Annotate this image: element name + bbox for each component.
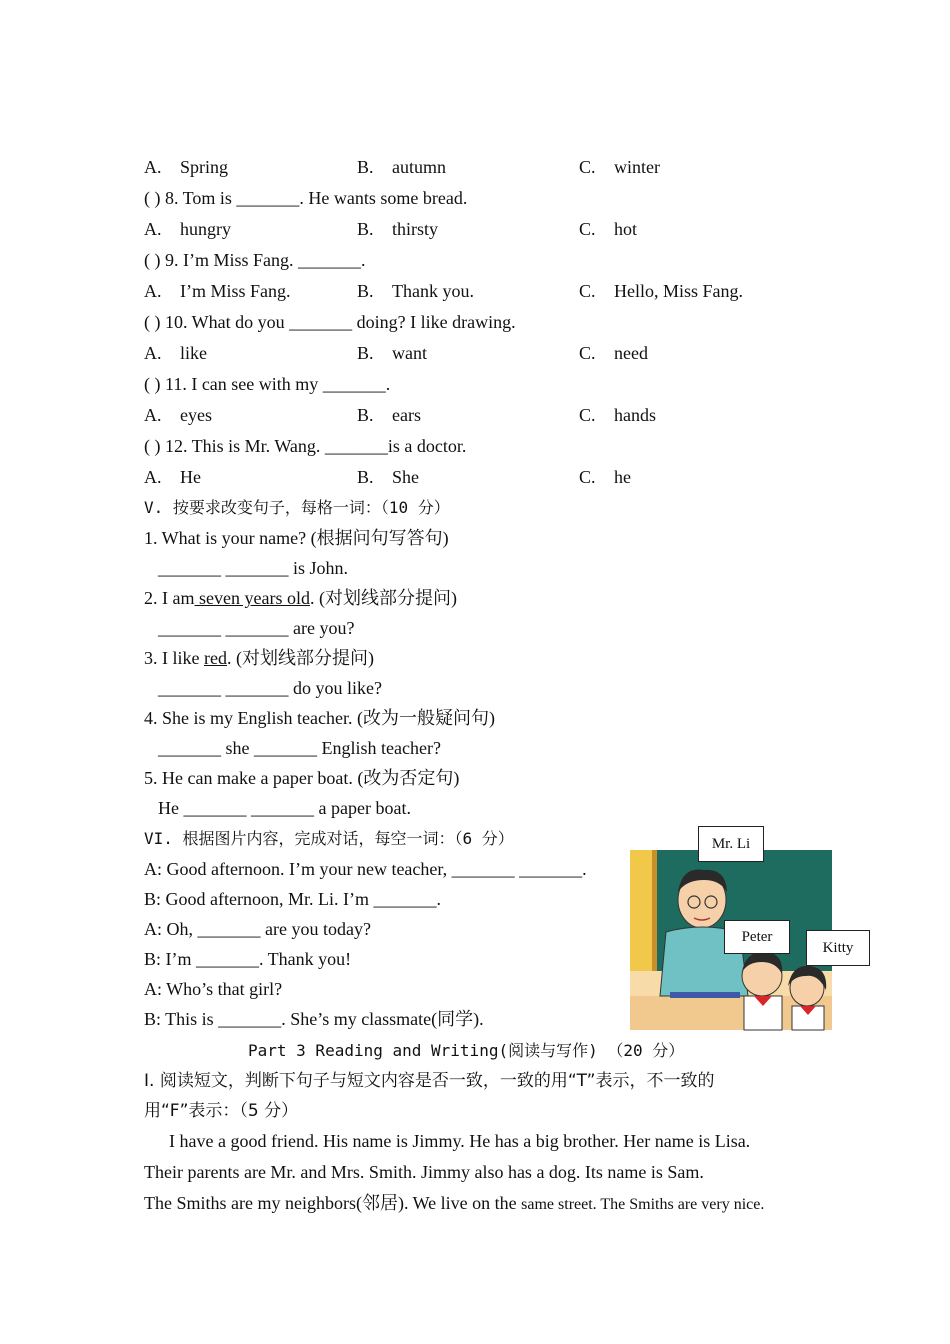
instruction-line: 用“F”表示：（5 分） bbox=[144, 1101, 299, 1121]
option-letter: A. bbox=[144, 219, 162, 239]
option-letter: B. bbox=[357, 343, 374, 363]
option-letter: A. bbox=[144, 343, 162, 363]
underlined-text: red bbox=[204, 648, 227, 668]
boy-label: Peter bbox=[724, 920, 790, 954]
option-letter: A. bbox=[144, 281, 162, 301]
question-text: . (对划线部分提问) bbox=[226, 648, 374, 668]
passage-line: I have a good friend. His name is Jimmy. He has a big brother. Her name is Lisa. bbox=[169, 1131, 751, 1151]
option-letter: B. bbox=[357, 157, 374, 177]
instruction-line: I. 阅读短文，判断下句子与短文内容是否一致，一致的用“T”表示，不一致的 bbox=[144, 1071, 715, 1091]
dialogue-line: B: I’m _______. Thank you! bbox=[144, 949, 352, 969]
option-text: autumn bbox=[392, 157, 446, 177]
dialogue-line: A: Who’s that girl? bbox=[144, 979, 283, 999]
rewrite-answer-3: _______ _______ do you like? bbox=[158, 678, 382, 698]
passage-text: same street. The Smiths are very nice. bbox=[521, 1196, 765, 1213]
option-letter: C. bbox=[579, 157, 596, 177]
rewrite-answer-2: _______ _______ are you? bbox=[158, 618, 355, 638]
question-12: ( ) 12. This is Mr. Wang. _______is a doctor. bbox=[144, 436, 467, 456]
option-text: like bbox=[180, 343, 207, 363]
question-text: 3. I like bbox=[144, 648, 204, 668]
section-5-heading: V. 按要求改变句子，每格一词：（10 分） bbox=[144, 498, 450, 517]
teacher-label: Mr. Li bbox=[698, 826, 764, 862]
option-text: eyes bbox=[180, 405, 212, 425]
option-letter: C. bbox=[579, 343, 596, 363]
option-text: She bbox=[392, 467, 419, 487]
question-text: . (对划线部分提问) bbox=[309, 588, 457, 608]
option-letter: C. bbox=[579, 405, 596, 425]
girl-label: Kitty bbox=[806, 930, 870, 966]
option-text: hands bbox=[614, 405, 656, 425]
option-letter: A. bbox=[144, 467, 162, 487]
option-letter: A. bbox=[144, 405, 162, 425]
passage-line bbox=[144, 1192, 764, 1216]
option-letter: B. bbox=[357, 281, 374, 301]
option-text: ears bbox=[392, 405, 421, 425]
rewrite-question-1: 1. What is your name? (根据问句写答句) bbox=[144, 528, 449, 548]
option-text: Spring bbox=[180, 157, 229, 177]
question-10: ( ) 10. What do you _______ doing? I like drawing. bbox=[144, 312, 516, 332]
rewrite-answer-4: _______ she _______ English teacher? bbox=[158, 738, 441, 758]
option-letter: B. bbox=[357, 467, 374, 487]
question-8: ( ) 8. Tom is _______. He wants some bread. bbox=[144, 188, 468, 208]
question-text: 2. I am bbox=[144, 588, 195, 608]
option-text: want bbox=[392, 343, 427, 363]
dialogue-line: A: Oh, _______ are you today? bbox=[144, 919, 371, 939]
option-text: I’m Miss Fang. bbox=[180, 281, 291, 301]
passage-text: The Smiths are my neighbors(邻居). We live on the bbox=[144, 1193, 522, 1213]
question-9: ( ) 9. I’m Miss Fang. _______. bbox=[144, 250, 366, 270]
rewrite-question-3 bbox=[144, 647, 374, 669]
passage-line: Their parents are Mr. and Mrs. Smith. Jimmy also has a dog. Its name is Sam. bbox=[144, 1162, 704, 1182]
option-letter: B. bbox=[357, 405, 374, 425]
option-text: need bbox=[614, 343, 648, 363]
rewrite-question-5: 5. He can make a paper boat. (改为否定句) bbox=[144, 768, 460, 788]
dialogue-line: A: Good afternoon. I’m your new teacher, _______ _______. bbox=[144, 859, 587, 879]
section-6-heading: VI. 根据图片内容，完成对话，每空一词：（6 分） bbox=[144, 829, 514, 848]
dialogue-line: B: This is _______. She’s my classmate(同学). bbox=[144, 1009, 484, 1029]
rewrite-answer-5: He _______ _______ a paper boat. bbox=[158, 798, 411, 818]
option-text: He bbox=[180, 467, 201, 487]
rewrite-question-4: 4. She is my English teacher. (改为一般疑问句) bbox=[144, 708, 495, 728]
option-letter: C. bbox=[579, 219, 596, 239]
option-text: he bbox=[614, 467, 631, 487]
option-text: Thank you. bbox=[392, 281, 474, 301]
part-3-heading: Part 3 Reading and Writing(阅读与写作) （20 分） bbox=[248, 1041, 685, 1060]
option-letter: C. bbox=[579, 281, 596, 301]
classroom-illustration bbox=[630, 826, 872, 1032]
option-letter: B. bbox=[357, 219, 374, 239]
option-letter: A. bbox=[144, 157, 162, 177]
rewrite-question-2 bbox=[144, 587, 457, 609]
option-text: hungry bbox=[180, 219, 231, 239]
option-text: winter bbox=[614, 157, 660, 177]
option-text: Hello, Miss Fang. bbox=[614, 281, 744, 301]
dialogue-line: B: Good afternoon, Mr. Li. I’m _______. bbox=[144, 889, 441, 909]
option-text: thirsty bbox=[392, 219, 439, 239]
option-text: hot bbox=[614, 219, 638, 239]
option-letter: C. bbox=[579, 467, 596, 487]
question-11: ( ) 11. I can see with my _______. bbox=[144, 374, 391, 394]
underlined-text: seven years old bbox=[194, 588, 310, 608]
rewrite-answer-1: _______ _______ is John. bbox=[158, 558, 349, 578]
